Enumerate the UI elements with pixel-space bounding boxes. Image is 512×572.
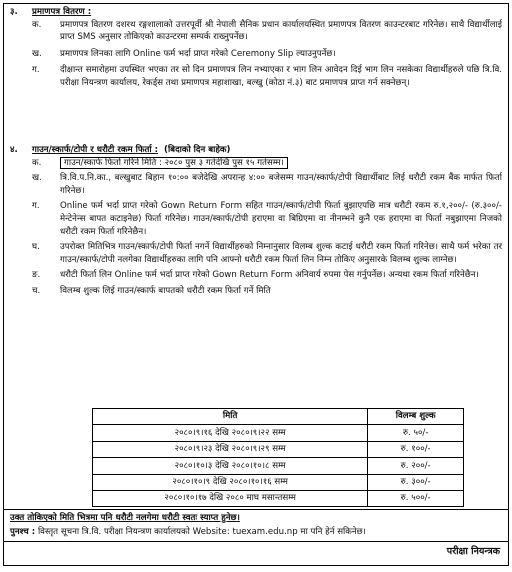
- date-range-cell: २०८०।९।१६ देखि २०८०।९।२२ सम्म: [93, 425, 368, 441]
- fee-cell: रु. २००/-: [368, 458, 464, 474]
- item-text: Online फर्म भर्दा प्राप्त गरेको Gown Return Form सहित गाउन/स्कार्फ/टोपी फिर्ता बुझाएपछि मात्र धरौटी रकम रु.१,२००/- (रु.३००/- मेन्टेनेन्स बापत कटाइनेछ) फिर्ता गरिनेछ। गाउन/स्कार्फ/टोपी हराएमा वा बिग्रिएमा वा नीनम्भने कुनै एक हराएमा वा फिर्ता नबुझाएमा निजको धरौटी रकम फिर्ता गरिनेछैन।: [60, 201, 502, 237]
- item-text: प्रमाणपत्र लिनका लागि Online फर्म भर्दा प्राप्त गरेको Ceremony Slip ल्याउनुपर्नेछ।: [60, 48, 336, 59]
- section-number: ४.: [10, 145, 18, 155]
- item-text: विलम्ब शुल्क लिई गाउन/स्कार्फ बापतको धरौटी रकम फिर्ता गर्ने मिति: [60, 285, 271, 296]
- item-text: धरौटी फिर्ता लिन Online फर्म भर्दा प्राप्त गरेको Gown Return Form अनिवार्य रुपमा पेस गर्नुपर्नेछ। अन्यथा रकम फिर्ता गरिनेछैन।: [60, 270, 479, 281]
- list-item: [32, 172, 502, 197]
- date-range-cell: २०८०।१०।१७ देखि २०८० माघ मसान्तसम्म: [93, 490, 368, 506]
- fee-cell: रु. १००/-: [368, 441, 464, 457]
- date-range-cell: २०८०।९।२३ देखि २०८०।९।२९ सम्म: [93, 441, 368, 457]
- item-marker: ख.: [32, 48, 42, 59]
- item-marker: ग.: [32, 65, 40, 76]
- list-item: [32, 19, 502, 44]
- item-marker: च.: [32, 285, 41, 296]
- table-row: [93, 474, 464, 490]
- list-item: [32, 157, 502, 170]
- fee-cell: रु. ५०/-: [368, 425, 464, 441]
- list-item: [32, 64, 502, 89]
- list-item: [32, 200, 502, 238]
- divider: [4, 541, 508, 542]
- notice-page: [3, 3, 509, 566]
- section-certificate-distribution: [10, 6, 502, 90]
- section-heading: [10, 6, 502, 19]
- item-marker: घ.: [32, 242, 40, 253]
- late-fee-table: [92, 408, 464, 507]
- section-title-note: (बिदाको दिन बाहेक): [164, 145, 231, 155]
- column-header-fee: विलम्ब शुल्क: [368, 409, 464, 425]
- item-marker: ख.: [32, 173, 42, 184]
- postscript-label: पुनश्च :: [10, 527, 36, 537]
- column-header-date: मिति: [93, 409, 368, 425]
- item-marker: क.: [32, 19, 42, 30]
- list-item: [32, 241, 502, 266]
- list-item: [32, 285, 502, 298]
- date-range-cell: २०८०।१०।३ देखि २०८०।१०।८ सम्म: [93, 458, 368, 474]
- list-item: [32, 269, 502, 282]
- item-marker: ग.: [32, 201, 40, 212]
- item-marker: ङ.: [32, 270, 41, 281]
- item-text: गाउन/स्कार्फ फिर्ता गरिने मिति : २०८० पुस ३ गतेदेखि पुस १५ गतेसम्म।: [60, 157, 288, 169]
- postscript: [10, 526, 502, 539]
- section-heading: [10, 144, 502, 157]
- table-row: [93, 490, 464, 506]
- forfeit-note-text: उक्त तोकिएको मिति भित्रमा पनि धरौटी नलगेमा धरौटी स्वतः स्याप्त हुनेछ।: [10, 513, 240, 523]
- postscript-text: विस्तृत सूचना त्रि.वि. परीक्षा नियन्त्रण कार्यालयको Website: tuexam.edu.np मा पनि हेर्न सकिनेछ।: [37, 527, 366, 537]
- fee-cell: रु. ३००/-: [368, 474, 464, 490]
- table-row: [93, 441, 464, 457]
- item-text: प्रमाणपत्र वितरण दशरथ रङ्गशालाको उत्तरपूर्वी श्री नेपाली सैनिक प्रधान कार्यालयस्थित प्रमाणपत्र वितरण काउन्टरबाट गरिनेछ। साथै विद्यार्थीलाई प्राप्त SMS अनुसार तोकिएको काउन्टरमा सम्पर्क राख्नुपर्नेछ।: [60, 19, 502, 43]
- list-item: [32, 48, 502, 61]
- date-range-cell: २०८०।१०।९ देखि २०८०।१०।१६ सम्म: [93, 474, 368, 490]
- table-header-row: [93, 409, 464, 425]
- signature-exam-controller: परीक्षा नियन्त्रक: [446, 546, 500, 558]
- section-number: ३.: [10, 7, 18, 17]
- section-title: गाउन/स्कार्फ/टोपी र धरौटी रकम फिर्ता :: [32, 145, 159, 155]
- item-text: उपरोक्त मितिभित्र गाउन/स्कार्फ/टोपी फिर्ता नगर्ने विद्यार्थीहरुको निम्नानुसार विलम्ब शुल्क कटाई धरौटी रकम फिर्ता गरिनेछ। साथै फर्म भरेका तर गाउन/स्कार्फ/टोपी नलगेका विद्यार्थीहरुका लागि पनि आफ्नो धरौटी रकम फिर्ता लिन निम्न तोकिए अनुसारके विलम्ब शुल्क लाग्नेछ।: [60, 242, 502, 265]
- deposit-forfeit-note: [10, 512, 502, 525]
- fee-cell: रु. ५००/-: [368, 490, 464, 506]
- item-text: दीक्षान्त समारोहमा उपस्थित भएका तर सो दिन प्रमाणपत्र लिन नभ्याएका र भाग लिन आवेदन दिई भाग लिन नसकेका विद्यार्थीहरुले पछि त्रि.वि. परीक्षा नियन्त्रण कार्यालय, रेकर्ड्स तथा प्रमाणपत्र महाशाखा, बल्खु (कोठा नं.३) बाट प्रमाणपत्र प्राप्त गर्न सक्नेछन्।: [60, 65, 502, 88]
- section-gown-deposit-refund: [10, 144, 502, 298]
- item-marker: क.: [32, 157, 42, 168]
- table-row: [93, 425, 464, 441]
- item-text: त्रि.वि.प.नि.का., बल्खुबाट बिहान १०:०० बजेदेखि अपरान्ह ४:०० बजेसम्म गाउन/स्कार्फ/टोपी विद्यार्थीबाट लिई धरौटी रकम बैंक मार्फत फिर्ता गरिनेछ।: [60, 173, 502, 196]
- divider: [4, 509, 508, 510]
- table-row: [93, 458, 464, 474]
- section-title: प्रमाणपत्र वितरण :: [32, 7, 92, 17]
